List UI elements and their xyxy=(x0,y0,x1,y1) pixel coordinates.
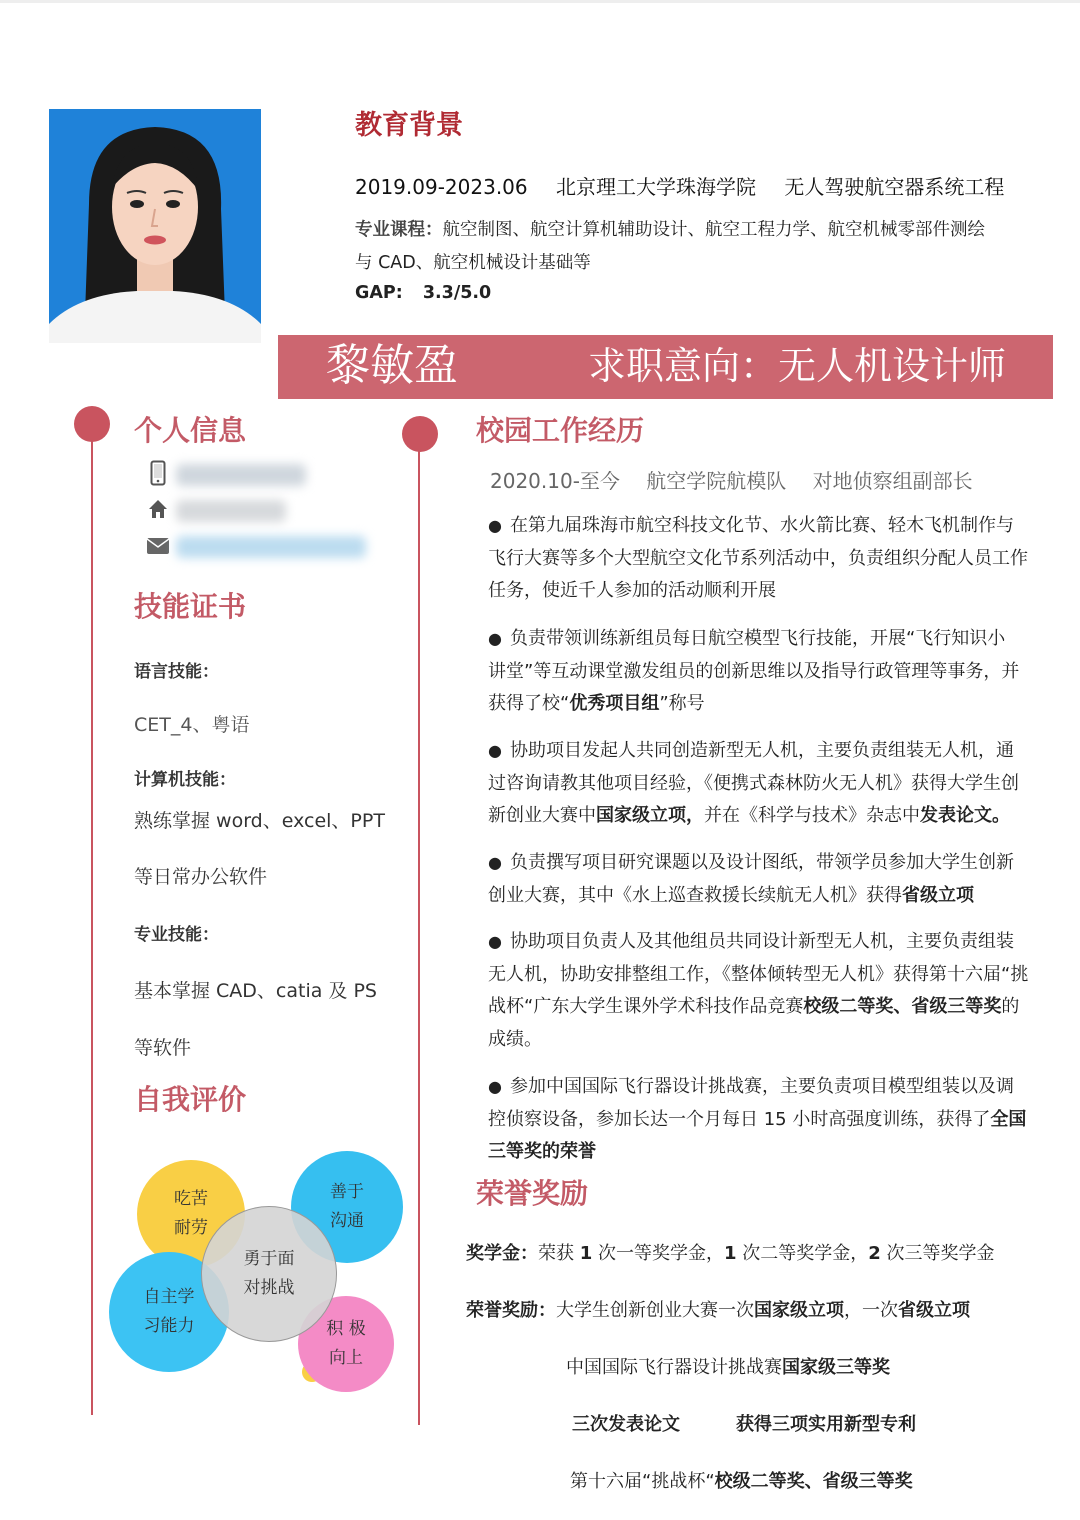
phone-icon xyxy=(146,460,170,491)
bubble-self-learning: 自主学 习能力 xyxy=(109,1252,229,1372)
computer-skill-label: 计算机技能： xyxy=(134,770,236,790)
courses-text1: 航空制图、航空计算机辅助设计、航空工程力学、航空机械零部件测绘 xyxy=(442,220,985,240)
campus-job-line xyxy=(490,465,993,494)
courses-label: 专业课程： xyxy=(355,220,443,240)
campus-bullet-6: ● 参加中国国际飞行器设计挑战赛，主要负责项目模型组装以及调 控侦察设备，参加长达一个月每日 15 小时高强度训练，获得了全国 三等奖的荣誉 xyxy=(488,1076,1027,1162)
education-line xyxy=(355,171,1026,200)
contact-mail-row xyxy=(146,533,366,561)
campus-bullet-4: ● 负责撰写项目研究课题以及设计图纸，带领学员参加大学生创新 创业大赛，其中《水上巡查救援长续航无人机》获得省级立项 xyxy=(488,852,1014,906)
top-edge xyxy=(0,0,1080,3)
gpa-value: 3.3/5.0 xyxy=(422,283,492,303)
campus-org: 航空学院航模队 xyxy=(646,469,787,493)
award-row-2: 中国国际飞行器设计挑战赛国家级三等奖 xyxy=(566,1357,890,1378)
personal-info-title: 个人信息 xyxy=(134,414,247,447)
language-skill-value: CET_4、粤语 xyxy=(134,714,250,736)
right-timeline-line xyxy=(418,440,420,1425)
candidate-name: 黎敏盈 xyxy=(326,340,458,391)
computer-skill-line1: 熟练掌握 word、excel、PPT xyxy=(134,810,385,832)
courses-line1 xyxy=(355,214,1055,247)
pro-skill-line1: 基本掌握 CAD、catia 及 PS xyxy=(134,980,377,1002)
left-timeline-line xyxy=(91,425,93,1415)
honors-title: 荣誉奖励 xyxy=(476,1177,589,1210)
award-row-3: 三次发表论文 获得三项实用新型专利 xyxy=(572,1414,916,1435)
email-redacted xyxy=(176,536,366,558)
computer-skill-line2: 等日常办公软件 xyxy=(134,866,268,888)
campus-title: 校园工作经历 xyxy=(476,414,645,447)
language-skill-label: 语言技能： xyxy=(134,662,219,682)
contact-phone-row xyxy=(146,461,306,489)
bubble-hardworking: 吃苦 耐劳 xyxy=(137,1160,245,1268)
gpa-line xyxy=(355,277,491,310)
name-banner xyxy=(278,335,1053,399)
bubble-positive: 积 极 向上 xyxy=(298,1296,394,1392)
scholarship-row: 奖学金：荣获 1 次一等奖学金，1 次二等奖学金，2 次三等奖学金 xyxy=(466,1243,995,1264)
campus-bullet-1: ● 在第九届珠海市航空科技文化节、水火箭比赛、轻木飞机制作与 飞行大赛等多个大型航空文化节系列活动中，负责组织分配人员工作 任务，使近千人参加的活动顺利开展 xyxy=(488,515,1028,601)
award-row-1: 荣誉奖励：大学生创新创业大赛一次国家级立项，一次省级立项 xyxy=(466,1300,970,1321)
self-eval-title: 自我评价 xyxy=(134,1083,247,1116)
pro-skill-line2: 等软件 xyxy=(134,1037,192,1059)
skills-title: 技能证书 xyxy=(134,590,247,623)
education-major: 无人驾驶航空器系统工程 xyxy=(784,175,1005,199)
award-row-4: 第十六届“挑战杯“校级二等奖、省级三等奖 xyxy=(570,1471,913,1492)
contact-address-row xyxy=(146,497,286,525)
right-timeline-dot xyxy=(402,416,438,452)
bubble-communication: 善于 沟通 xyxy=(291,1151,403,1263)
mail-icon xyxy=(146,535,170,559)
campus-bullet-3: ● 协助项目发起人共同创造新型无人机，主要负责组装无人机，通 过咨询请教其他项目经验，《便携式森林防火无人机》获得大学生创 新创业大赛中国家级立项，并在《科学与技术》杂志中发表论文。 xyxy=(488,740,1019,826)
campus-period: 2020.10-至今 xyxy=(490,469,620,493)
pro-skill-label: 专业技能： xyxy=(134,925,219,945)
campus-bullet-5: ● 协助项目负责人及其他组员共同设计新型无人机，主要负责组装 无人机，协助安排整组工作，《整体倾转型无人机》获得第十六届“挑 战杯“广东大学生课外学术科技作品竞赛校级二等奖、省级三等奖的 成绩。 xyxy=(488,931,1029,1050)
gpa-label: GAP: xyxy=(355,283,403,303)
job-intent: 求职意向：无人机设计师 xyxy=(588,344,1007,388)
education-period: 2019.09-2023.06 xyxy=(355,175,528,199)
education-title: 教育背景 xyxy=(355,110,463,141)
campus-role: 对地侦察组副部长 xyxy=(812,469,973,493)
courses-line2: 与 CAD、航空机械设计基础等 xyxy=(355,253,591,273)
campus-bullet-2: ● 负责带领训练新组员每日航空模型飞行技能，开展“飞行知识小 讲堂”等互动课堂激发组员的创新思维以及指导行政管理等事务，并 获得了校“优秀项目组”称号 xyxy=(488,628,1020,714)
profile-photo xyxy=(49,109,261,343)
education-school: 北京理工大学珠海学院 xyxy=(556,175,756,199)
phone-redacted xyxy=(176,464,306,486)
bubble-challenge: 勇于面 对挑战 xyxy=(201,1206,337,1342)
home-icon xyxy=(146,498,170,525)
left-timeline-dot xyxy=(74,406,110,442)
address-redacted xyxy=(176,500,286,522)
portrait-illustration xyxy=(49,109,261,343)
